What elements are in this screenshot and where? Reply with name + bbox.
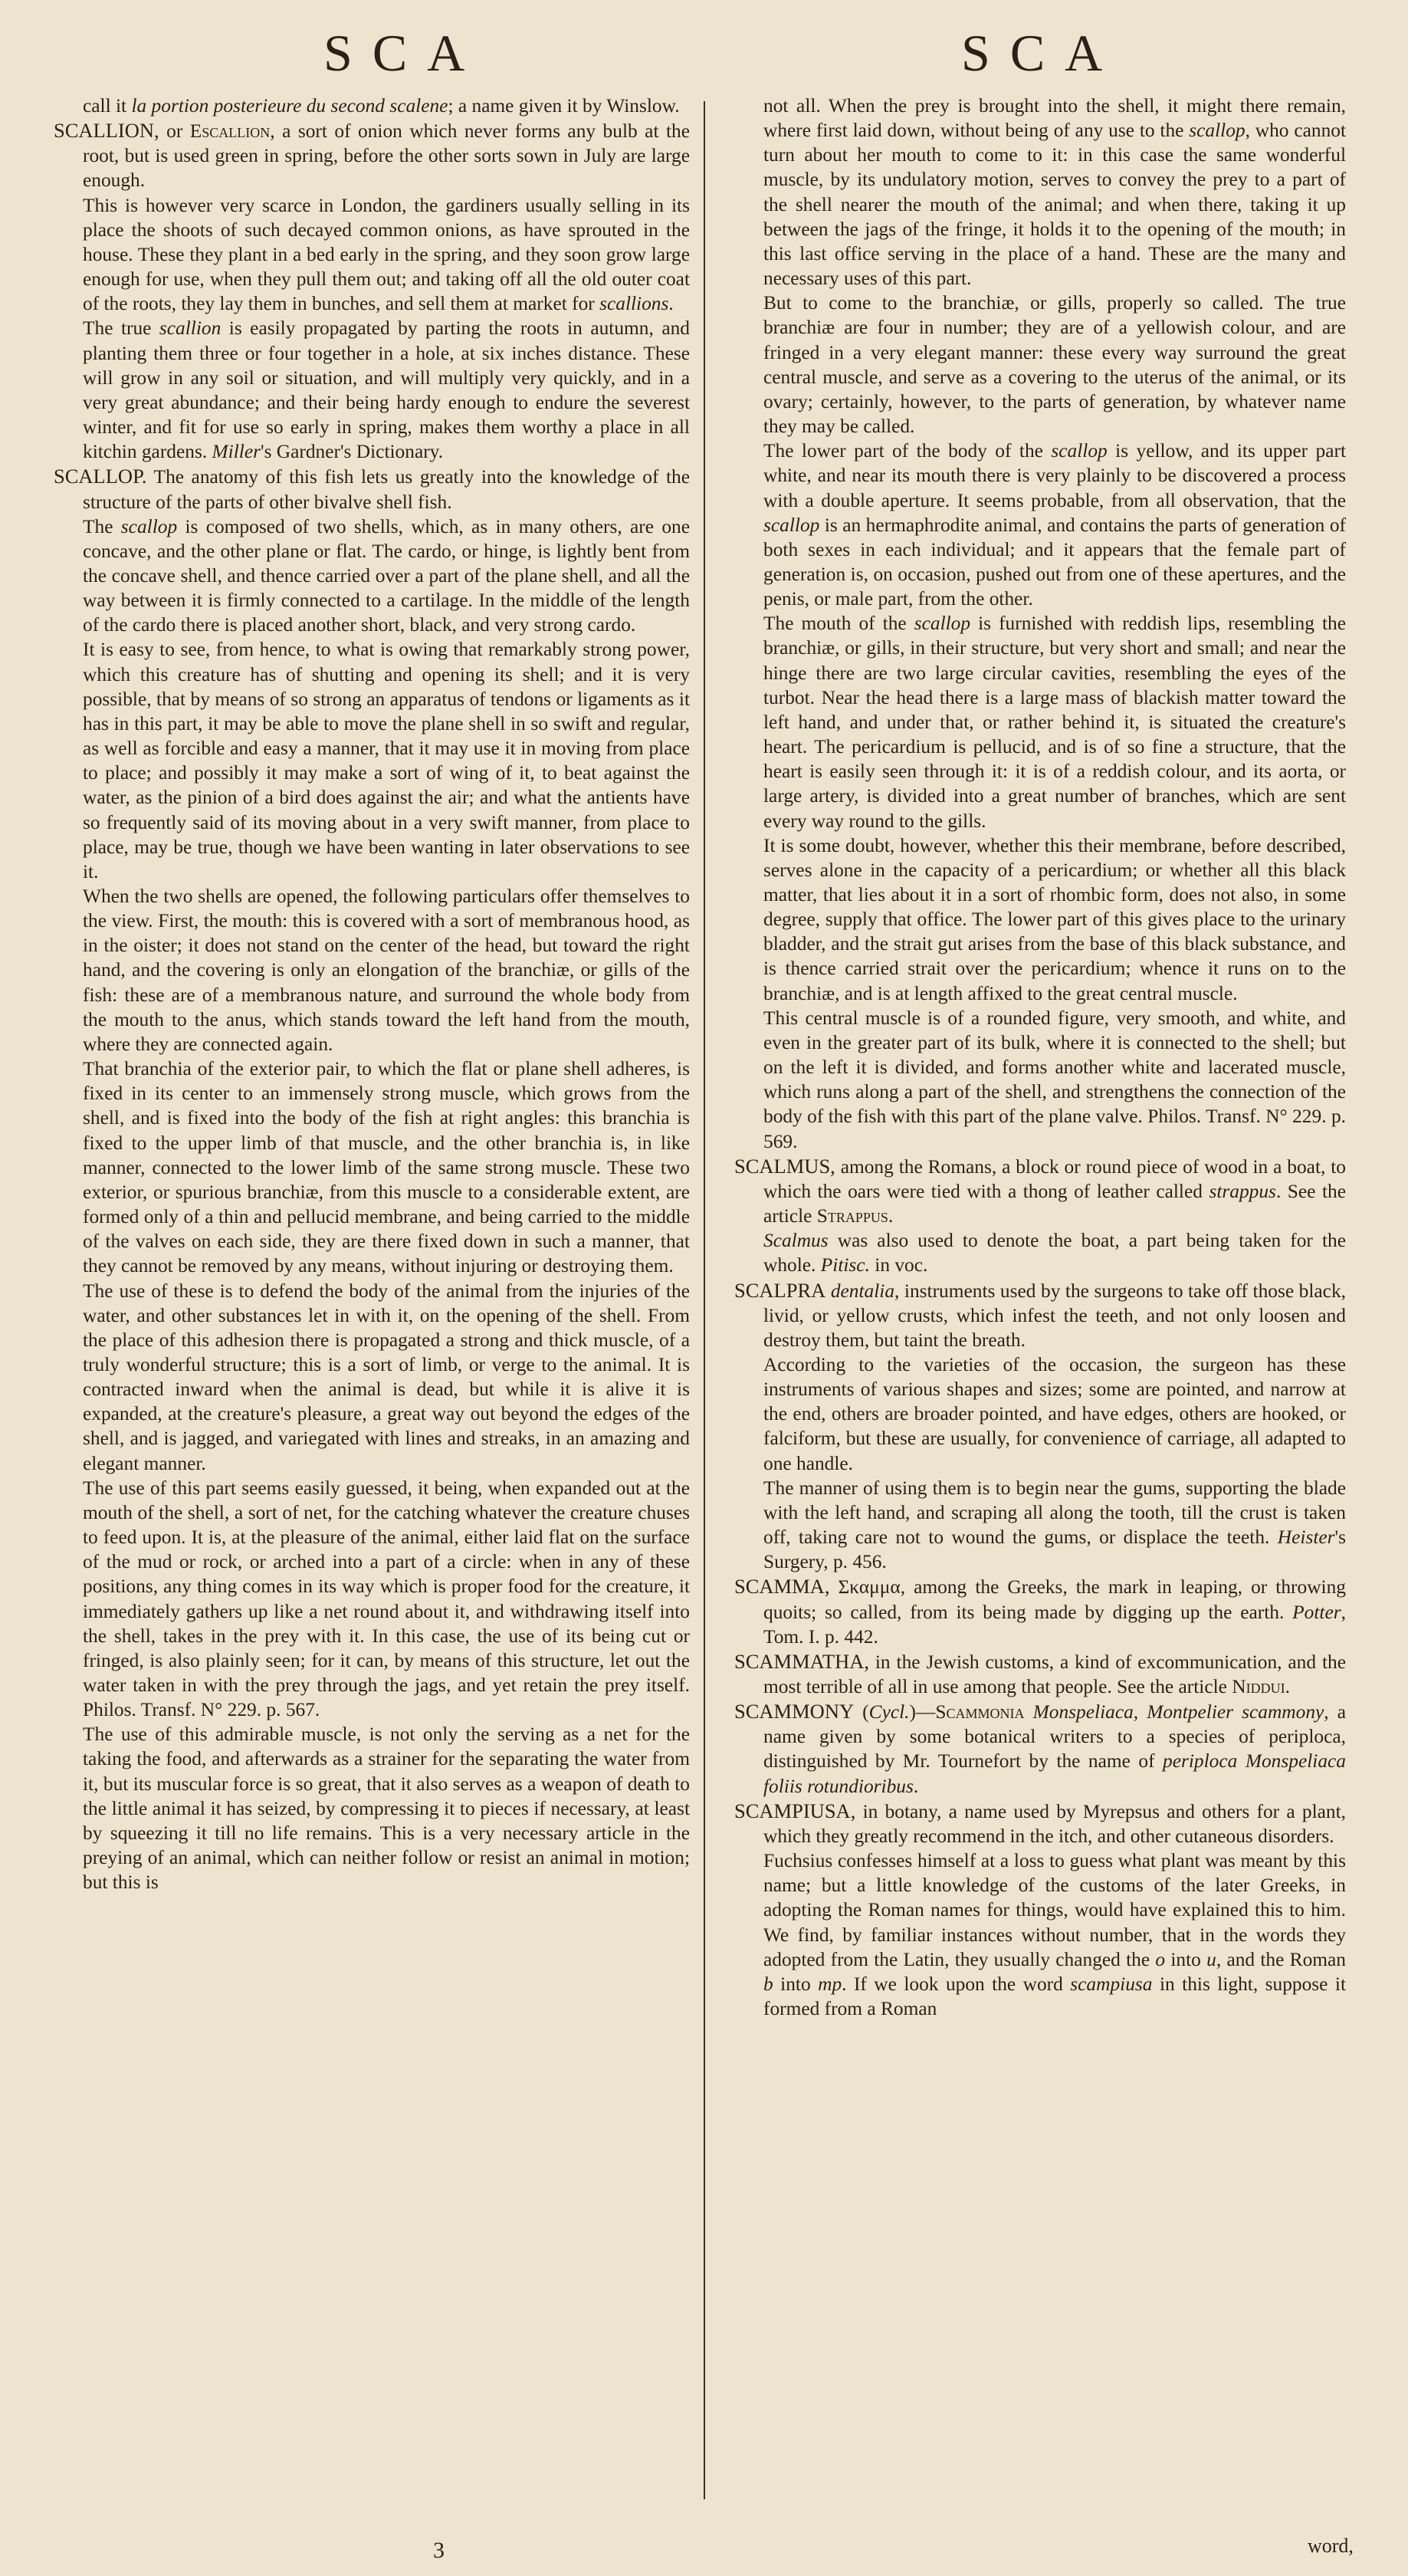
left-paragraph: The use of this part seems easily guessed, it being, when expanded out at the mouth of the shell, a sort of net, for the catching whatever the creature chuses to feed upon. It is, at the pleasure of the animal, either laid flat on the surface of the mud or rock, or arched into a part of a circle: when in any of these positions, any thing comes in its way which is proper food for the creature, it immediately gathers up like a net round about it, and withdrawing itself into the shell, takes in the prey with it. In this case, the use of its being cut or fringed, is also plainly seen; for it can, by means of this structure, let out the water taken in with the prey through the jags, and yet retain the prey itself. Philos. Transf. N° 229. p. 567. xyxy=(83,1477,690,1721)
left-entry xyxy=(54,118,690,192)
entry-text: in the Jewish customs, a kind of excommunication, and the most terrible of all in use among that people. See the article Niddui. xyxy=(763,1651,1346,1697)
headword: SCALMUS, xyxy=(734,1154,835,1178)
entry-text: Σκαμμα, among the Greeks, the mark in leaping, or throwing quoits; so called, from its being made by digging up the earth. Potter, Tom. I. p. 442. xyxy=(763,1576,1346,1648)
headword: SCAMMATHA, xyxy=(734,1649,869,1673)
right-entry xyxy=(734,1699,1346,1799)
right-paragraph: The lower part of the body of the scallop is yellow, and its upper part white, and near its mouth there is very plainly to be discovered a process with a double aperture. It seems probable, from all observation, that the scallop is an hermaphrodite animal, and contains the parts of generation of both sexes in each individual; and it appears that the female part of generation is, on occasion, pushed out from one of these apertures, and the penis, or male part, from the other. xyxy=(763,440,1346,610)
right-paragraph: not all. When the prey is brought into the shell, it might there remain, where first laid down, without being of any use to the scallop, who cannot turn about her mouth to come to it: in this case the same wonderful muscle, by its undulatory motion, serves to convey the prey to a part of the shell nearer the mouth of the animal; and when there, taking it up between the jags of the fringe, it holds it to the opening of the mouth; in this last office serving in the place of a hand. These are the many and necessary uses of this part. xyxy=(763,95,1347,290)
headword: SCAMMA, xyxy=(734,1575,830,1598)
right-entry xyxy=(734,1574,1346,1648)
right-column xyxy=(734,94,1346,2021)
left-paragraph: When the two shells are opened, the following particulars offer themselves to the view. First, the mouth: this is covered with a sort of membranous hood, as in the oister; it does not stand on the center of the head, but toward the right hand, and the covering is only an elongation of the branchiæ, or gills of the fish: these are of a membranous nature, and surround the whole body from the mouth to the anus, which stands toward the left hand from the mouth, where they are connected again. xyxy=(83,886,690,1055)
entry-text: dentalia, instruments used by the surgeons to take off those black, livid, or yellow crusts, which infest the teeth, and not only loosen and destroy them, but taint the breath. xyxy=(763,1280,1346,1351)
right-paragraph: Fuchsius confesses himself at a loss to guess what plant was meant by this name; but a little knowledge of the customs of the later Greeks, in adopting the Roman names for things, would have explained this to him. We find, by familiar instances without number, that in the words they adopted from the Latin, they usually changed the o into u, and the Roman b into mp. If we look upon the word scampiusa in this light, suppose it formed from a Roman xyxy=(763,1850,1346,2020)
entry-text: (Cycl.)—Scammonia Monspeliaca, Montpelier scammony, a name given by some botanical writers to a species of periploca, distinguished by Mr. Tournefort by the name of periploca Monspeliaca foliis rotundioribus. xyxy=(763,1701,1346,1797)
left-paragraph: call it la portion posterieure du second scalene; a name given it by Winslow. xyxy=(83,95,680,117)
running-head-right: SCA xyxy=(961,24,1123,82)
right-entry xyxy=(734,1649,1346,1699)
headword: SCALLOP. xyxy=(54,465,147,488)
catchword: word, xyxy=(1308,2535,1354,2557)
right-paragraph: But to come to the branchiæ, or gills, properly so called. The true branchiæ are four in number; they are of a yellowish colour, and are fringed in a very elegant manner: these every way surround the great central muscle, and serve as a covering to the uterus of the animal, or its ovary; certainly, however, to the parts of generation, by whatever name they may be called. xyxy=(763,292,1346,438)
right-paragraph: It is some doubt, however, whether this their membrane, before described, serves alone in the capacity of a pericardium; or whether all this black matter, that lies about it in a sort of rhombic form, does not also, in some degree, supply that office. The lower part of this gives place to the urinary bladder, and the strait gut arises from the base of this black substance, and is thence carried strait over the pericardium; whence it runs on to the branchiæ, and is at length affixed to the great central muscle. xyxy=(763,834,1346,1004)
headword: SCAMMONY xyxy=(734,1700,855,1723)
column-divider xyxy=(704,101,705,2499)
left-column xyxy=(54,94,690,1894)
left-paragraph: The true scallion is easily propagated by parting the roots in autumn, and planting them three or four together in a hole, at six inches distance. These will grow in any soil or situation, and will multiply very quickly, and in a very great abundance; and their being hardy enough to endure the severest winter, and fit for use so early in spring, makes them worthy a place in all kitchin gardens. Miller's Gardner's Dictionary. xyxy=(83,317,690,463)
left-paragraph: The scallop is composed of two shells, which, as in many others, are one concave, and the other plane or flat. The cardo, or hinge, is lightly bent from the concave shell, and thence carried over a part of the plane shell, and all the way between it is firmly connected to a cartilage. In the middle of the length of the cardo there is placed another short, black, and very strong cardo. xyxy=(83,515,690,636)
running-head-left: SCA xyxy=(323,24,485,82)
entry-text: among the Romans, a block or round piece of wood in a boat, to which the oars were tied with a thong of leather called strappus. See the article Strappus. xyxy=(763,1155,1346,1227)
left-paragraph: This is however very scarce in London, the gardiners usually selling in its place the shoots of such decayed common onions, as have sprouted in the house. These they plant in a bed early in the spring, and they soon grow large enough for use, when they pull them out; and taking off all the old outer coat of the roots, they lay them in bunches, and sell them at market for scallions. xyxy=(83,194,690,315)
page-number: 3 xyxy=(433,2538,445,2563)
left-entry xyxy=(54,464,690,514)
right-paragraph: Scalmus was also used to denote the boat, a part being taken for the whole. Pitisc. in voc. xyxy=(763,1230,1346,1276)
right-paragraph: The mouth of the scallop is furnished with reddish lips, resembling the branchiæ, or gills, in their structure, but very short and small; and near the hinge there are two large circular cavities, resembling the eyes of the turbot. Near the head there is a large mass of blackish matter toward the left hand, and under that, or rather behind it, is situated the creature's heart. The pericardium is pellucid, and is of so fine a structure, that the heart is easily seen through it: it is of a reddish colour, and its aorta, or large artery, is divided into a great number of branches, which are sent every way round to the gills. xyxy=(763,613,1346,832)
entry-text: The anatomy of this fish lets us greatly into the knowledge of the structure of the parts of other bivalve shell fish. xyxy=(83,466,690,513)
right-paragraph: The manner of using them is to begin near the gums, supporting the blade with the left hand, and scraping all along the tooth, till the crust is taken off, taking care not to wound the gums, or displace the teeth. Heister's Surgery, p. 456. xyxy=(763,1477,1346,1573)
headword: SCAMPIUSA, xyxy=(734,1799,856,1822)
left-paragraph: That branchia of the exterior pair, to which the flat or plane shell adheres, is fixed in its center to an immensely strong muscle, which grows from the shell, and is fixed into the body of the fish at right angles: this branchia is fixed to the upper limb of that muscle, and the other branchia is, in like manner, connected to the lower limb of the same strong muscle. These two exterior, or spurious branchiæ, from this muscle to a considerable extent, are formed only of a thin and pellucid membrane, and being carried to the middle of the valves on each side, they are there fixed down in such a manner, that they cannot be removed by any means, without injuring or destroying them. xyxy=(83,1058,690,1277)
right-entry xyxy=(734,1799,1346,1848)
right-entry xyxy=(734,1278,1346,1352)
headword: SCALPRA xyxy=(734,1278,826,1302)
left-paragraph: The use of these is to defend the body of the animal from the injuries of the water, and other substances let in with it, on the opening of the shell. From the place of this adhesion there is propagated a strong and thick muscle, of a truly wonderful structure; this is a sort of limb, or verge to the animal. It is contracted inward when the animal is dead, but while it is alive it is expanded, at the creature's pleasure, a great way out beyond the edges of the shell, and is jagged, and variegated with lines and streaks, in an amazing and elegant manner. xyxy=(83,1280,690,1474)
right-entry xyxy=(734,1154,1346,1228)
right-paragraph: This central muscle is of a rounded figure, very smooth, and white, and even in the greater part of its bulk, where it is connected to the shell; but on the left it is divided, and forms another white and lacerated muscle, which runs along a part of the shell, and strengthens the connection of the body of the fish with this part of the plane valve. Philos. Transf. N° 229. p. 569. xyxy=(763,1007,1346,1152)
left-paragraph: The use of this admirable muscle, is not only the serving as a net for the taking the food, and afterwards as a strainer for the separating the water from it, but its muscular force is so great, that it also serves as a weapon of death to the little animal it has seized, by compressing it to pieces if necessary, at least by squeezing it till no life remains. This is a very necessary article in the preying of an animal, which can neither follow or resist an animal in motion; but this is xyxy=(83,1723,690,1894)
right-paragraph: According to the varieties of the occasion, the surgeon has these instruments of various shapes and sizes; some are pointed, and narrow at the end, others are broader pointed, and have edges, others are hooked, or falciform, but these are usually, for convenience of carriage, all adapted to one handle. xyxy=(763,1353,1346,1474)
entry-text: or Escallion, a sort of onion which never forms any bulb at the root, but is used green in spring, before the other sorts sown in July are large enough. xyxy=(83,120,690,192)
entry-text: in botany, a name used by Myrepsus and others for a plant, which they greatly recommend in the itch, and other cutaneous disorders. xyxy=(763,1800,1346,1847)
left-paragraph: It is easy to see, from hence, to what is owing that remarkably strong power, which this creature has of shutting and opening its shell; and it is very possible, that by means of so strong an apparatus of tendons or ligaments as it has in this part, it may be able to move the plane shell in so swift and regular, as well as forcible and easy a manner, that it may use it in moving from place to place; and possibly it may make a sort of wing of it, to beat against the water, as the pinion of a bird does against the air; and what the antients have so frequently said of its moving about in a very swift manner, from place to place, may be true, though we have been wanting in later observations to see it. xyxy=(83,639,690,882)
headword: SCALLION, xyxy=(54,119,159,143)
